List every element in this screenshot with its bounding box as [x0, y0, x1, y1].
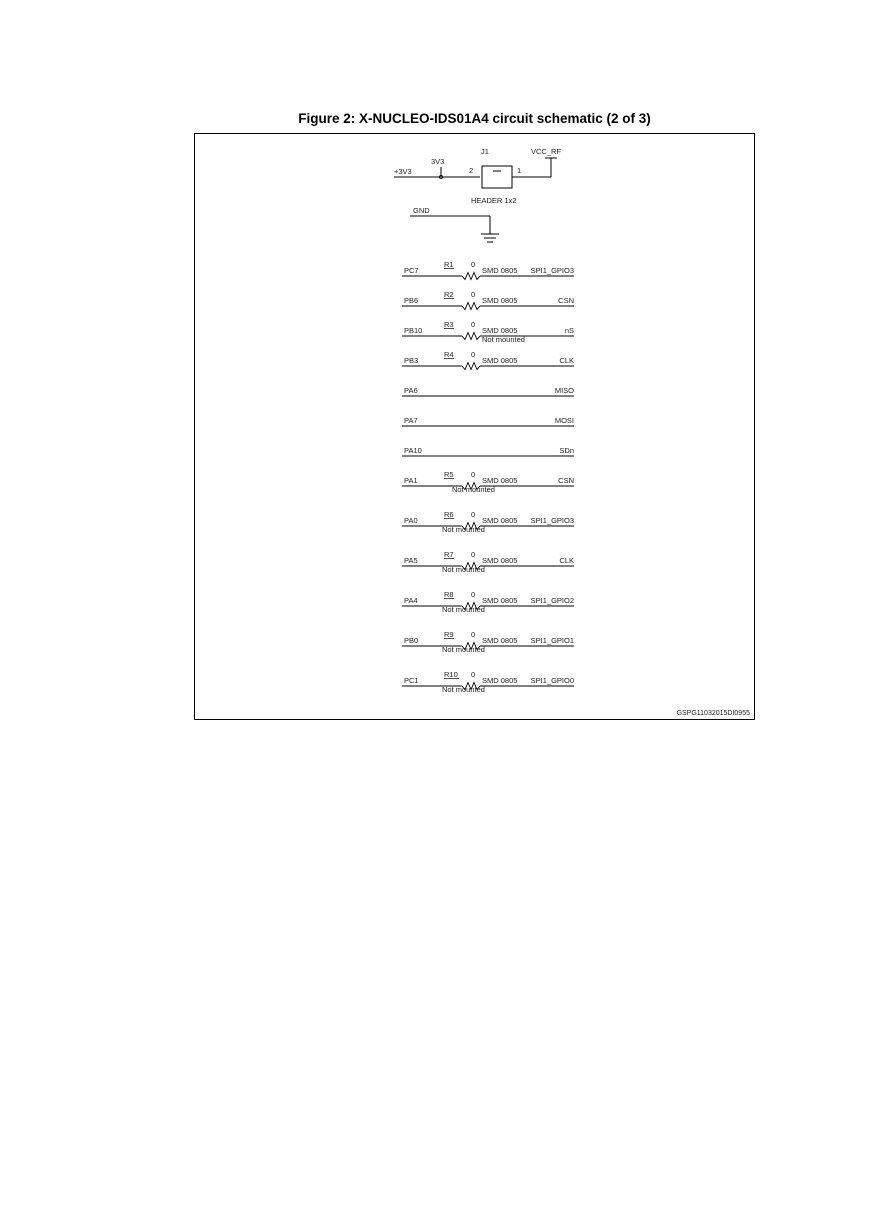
- resistor-package: SMD 0805: [482, 326, 518, 335]
- not-mounted-note: Not mounted: [442, 565, 485, 574]
- not-mounted-note: Not mounted: [482, 335, 525, 344]
- rail-node-label: 3V3: [431, 157, 445, 166]
- resistor-package: SMD 0805: [482, 476, 518, 485]
- row-right-label: SPI1_GPIO3: [530, 266, 574, 275]
- row-right-label: CLK: [559, 356, 574, 365]
- row-right-label: SDn: [559, 446, 574, 455]
- row-left-label: PA4: [404, 596, 418, 605]
- not-mounted-note: Not mounted: [442, 645, 485, 654]
- row-left-label: PA6: [404, 386, 418, 395]
- resistor-value: 0: [471, 260, 476, 269]
- resistor-ref: R2: [444, 290, 454, 299]
- resistor-value: 0: [471, 290, 476, 299]
- resistor-ref: R6: [444, 510, 454, 519]
- resistor-value: 0: [471, 630, 476, 639]
- resistor-value: 0: [471, 670, 476, 679]
- row-right-label: MISO: [554, 386, 574, 395]
- not-mounted-note: Not mounted: [452, 485, 495, 494]
- resistor-ref: R3: [444, 320, 454, 329]
- resistor-value: 0: [471, 320, 476, 329]
- resistor-symbol: [462, 273, 480, 280]
- not-mounted-note: Not mounted: [442, 605, 485, 614]
- row-left-label: PB6: [404, 296, 419, 305]
- row-left-label: PC7: [404, 266, 419, 275]
- row-left-label: PB0: [404, 636, 419, 645]
- header-pin2: 2: [469, 166, 474, 175]
- resistor-package: SMD 0805: [482, 516, 518, 525]
- vcc-label: VCC_RF: [531, 147, 562, 156]
- row-left-label: PA7: [404, 416, 418, 425]
- resistor-value: 0: [471, 470, 476, 479]
- row-right-label: CSN: [558, 476, 574, 485]
- row-right-label: SPI1_GPIO0: [530, 676, 574, 685]
- row-right-label: SPI1_GPIO1: [530, 636, 574, 645]
- header-body: [482, 166, 512, 188]
- row-left-label: PA5: [404, 556, 418, 565]
- gnd-label: GND: [413, 206, 430, 215]
- resistor-package: SMD 0805: [482, 266, 518, 275]
- resistor-value: 0: [471, 550, 476, 559]
- row-left-label: PA1: [404, 476, 418, 485]
- resistor-symbol: [462, 363, 480, 370]
- resistor-symbol: [462, 303, 480, 310]
- row-right-label: CSN: [558, 296, 574, 305]
- rail-label-3v3: +3V3: [394, 167, 412, 176]
- resistor-value: 0: [471, 510, 476, 519]
- row-right-label: SPI1_GPIO3: [530, 516, 574, 525]
- row-left-label: PA0: [404, 516, 418, 525]
- row-left-label: PB3: [404, 356, 419, 365]
- header-ref: J1: [481, 147, 489, 156]
- not-mounted-note: Not mounted: [442, 685, 485, 694]
- resistor-package: SMD 0805: [482, 556, 518, 565]
- row-right-label: CLK: [559, 556, 574, 565]
- row-right-label: SPI1_GPIO2: [530, 596, 574, 605]
- resistor-value: 0: [471, 590, 476, 599]
- resistor-ref: R7: [444, 550, 454, 559]
- resistor-value: 0: [471, 350, 476, 359]
- resistor-package: SMD 0805: [482, 296, 518, 305]
- not-mounted-note: Not mounted: [442, 525, 485, 534]
- resistor-package: SMD 0805: [482, 596, 518, 605]
- resistor-ref: R5: [444, 470, 454, 479]
- row-left-label: PA10: [404, 446, 422, 455]
- resistor-package: SMD 0805: [482, 636, 518, 645]
- resistor-ref: R4: [444, 350, 454, 359]
- resistor-package: SMD 0805: [482, 356, 518, 365]
- resistor-symbol: [462, 333, 480, 340]
- row-right-label: MOSI: [554, 416, 574, 425]
- signal-rows: [402, 260, 574, 694]
- row-left-label: PC1: [404, 676, 419, 685]
- figure-code: GSPG11032015DI0955: [676, 710, 750, 717]
- resistor-ref: R9: [444, 630, 454, 639]
- row-left-label: PB10: [404, 326, 423, 335]
- header-part: HEADER 1x2: [471, 196, 517, 205]
- row-right-label: nS: [564, 326, 574, 335]
- header-pin1: 1: [517, 166, 522, 175]
- resistor-package: SMD 0805: [482, 676, 518, 685]
- resistor-ref: R1: [444, 260, 454, 269]
- resistor-ref: R8: [444, 590, 454, 599]
- figure-title: Figure 2: X-NUCLEO-IDS01A4 circuit schematic (2 of 3): [298, 111, 651, 126]
- resistor-ref: R10: [444, 670, 458, 679]
